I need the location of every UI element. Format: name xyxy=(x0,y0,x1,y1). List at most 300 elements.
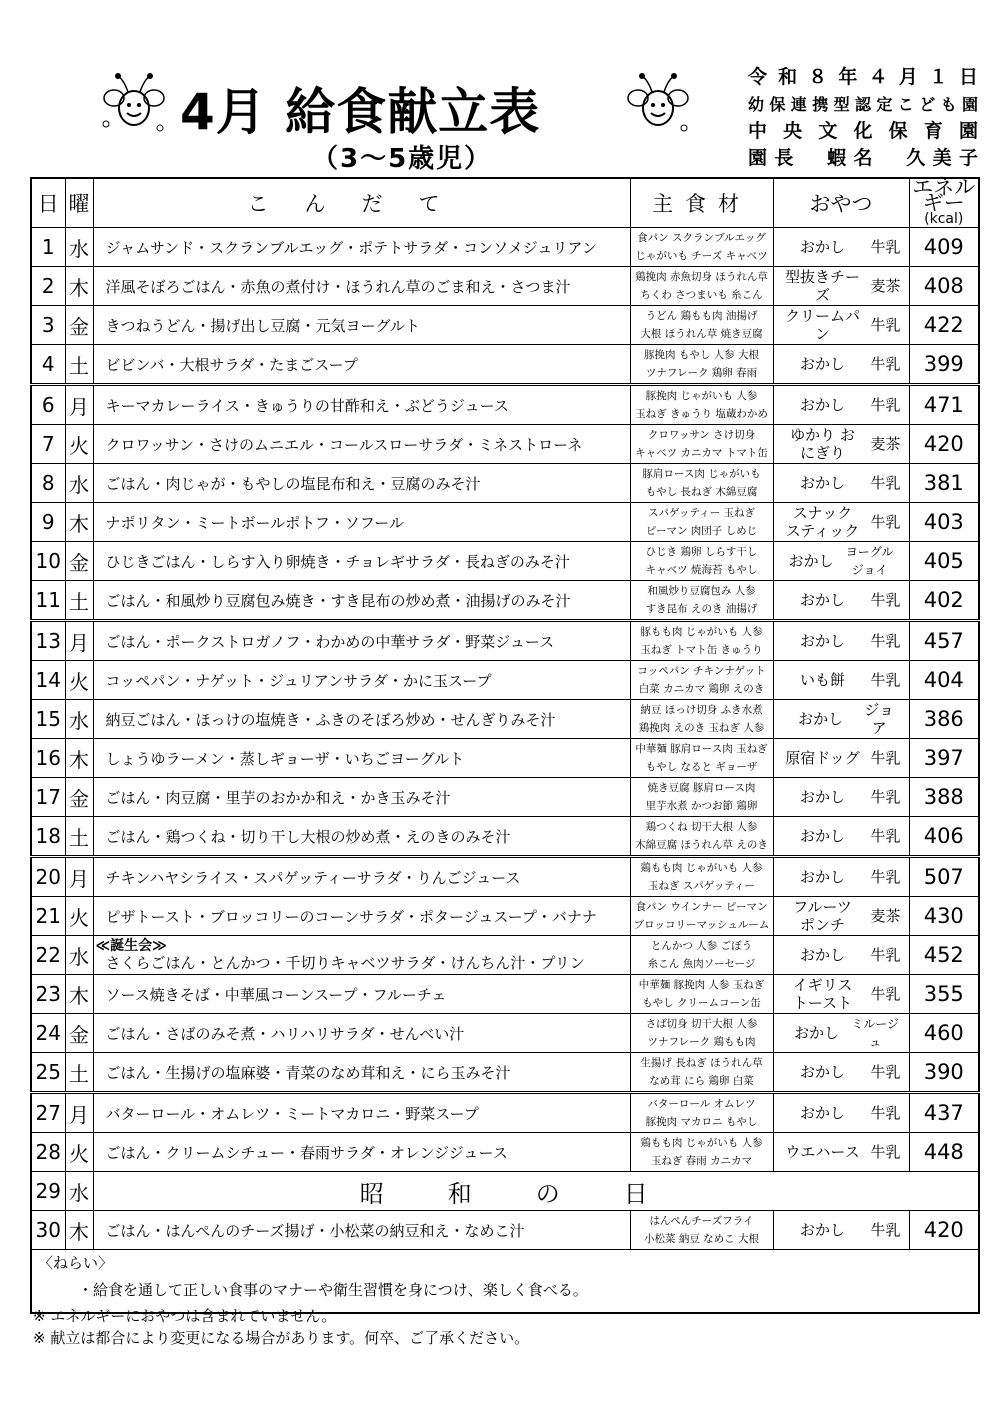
table-row xyxy=(31,1093,979,1133)
energy-cell: 388 xyxy=(909,778,979,817)
snack-item: おかし xyxy=(799,788,845,806)
ingredients-cell xyxy=(630,936,773,975)
table-row xyxy=(31,542,979,581)
ingredients-cell xyxy=(630,503,773,542)
snack-item: おかし xyxy=(799,1063,845,1081)
menu-text: ジャムサンド・スクランブルエッグ・ポテトサラダ・コンソメジュリアン xyxy=(105,238,597,257)
menu-text: ごはん・ポークストロガノフ・わかめの中華サラダ・野菜ジュース xyxy=(105,632,555,651)
day-cell: 8 xyxy=(31,464,65,503)
day-cell: 11 xyxy=(31,581,65,621)
ingredients-line: 玉ねぎ トマト缶 きゅうり xyxy=(640,644,763,656)
table-row xyxy=(31,1053,979,1093)
ingredients-cell xyxy=(630,1133,773,1172)
ingredients-line: 中華麺 豚挽肉 人参 玉ねぎ xyxy=(638,979,765,991)
menu-cell xyxy=(93,1133,630,1172)
dow-cell: 金 xyxy=(65,542,93,581)
page-subtitle: （3～5歳児） xyxy=(312,144,493,174)
dow-cell: 金 xyxy=(65,1014,93,1053)
snack-drink: 牛乳 xyxy=(870,671,901,689)
snack-drink: 牛乳 xyxy=(870,513,901,531)
menu-cell xyxy=(93,661,630,700)
ingredients-line: 豚挽肉 じゃがいも 人参 xyxy=(645,390,758,402)
day-cell: 4 xyxy=(31,345,65,385)
menu-cell xyxy=(93,1053,630,1093)
snack-item: おかし xyxy=(799,238,845,256)
table-row xyxy=(31,228,979,267)
snack-item: クリームパン xyxy=(784,307,860,343)
day-cell: 21 xyxy=(31,897,65,936)
ingredients-cell xyxy=(630,975,773,1014)
ingredients-line: ちくわ さつまいも 糸こん xyxy=(640,289,763,301)
dow-cell: 金 xyxy=(65,778,93,817)
snack-drink: 牛乳 xyxy=(870,1143,901,1161)
aim-text: ・給食を通して正しい食事のマナーや衛生習慣を身につけ、楽しく食べる。 xyxy=(78,1281,588,1299)
snack-cell xyxy=(773,857,909,897)
ingredients-line: 鶏挽肉 えのき 玉ねぎ 人参 xyxy=(638,722,765,734)
snack-cell xyxy=(773,936,909,975)
energy-cell: 420 xyxy=(909,1211,979,1250)
header-energy-label: エネルギー xyxy=(912,175,976,215)
dow-cell: 木 xyxy=(65,1211,93,1250)
issuer-info xyxy=(748,64,978,172)
page-title: 4月 給食献立表 xyxy=(180,83,541,141)
aim-cell xyxy=(31,1250,979,1314)
snack-cell xyxy=(773,267,909,306)
day-cell: 29 xyxy=(31,1172,65,1211)
table-row xyxy=(31,778,979,817)
dow-cell: 水 xyxy=(65,936,93,975)
menu-cell xyxy=(93,503,630,542)
dow-cell: 月 xyxy=(65,385,93,425)
ingredients-line: スパゲッティー 玉ねぎ xyxy=(647,507,756,519)
snack-item: おかし xyxy=(799,355,845,373)
snack-cell xyxy=(773,1014,909,1053)
menu-text: ごはん・鶏つくね・切り干し大根の炒め煮・えのきのみそ汁 xyxy=(105,827,511,846)
snack-drink: 牛乳 xyxy=(870,632,901,650)
snack-cell xyxy=(773,897,909,936)
ingredients-line: 豚挽肉 もやし 人参 大根 xyxy=(643,349,759,361)
snack-cell xyxy=(773,306,909,345)
snack-cell xyxy=(773,739,909,778)
day-cell: 14 xyxy=(31,661,65,700)
ingredients-line: コッペパン チキンナゲット xyxy=(637,665,766,677)
ingredients-cell xyxy=(630,581,773,621)
day-cell: 9 xyxy=(31,503,65,542)
ingredients-line: はんぺんチーズフライ xyxy=(649,1215,754,1227)
ingredients-line: もやし なると ギョーザ xyxy=(645,761,758,773)
snack-cell xyxy=(773,1053,909,1093)
day-cell: 16 xyxy=(31,739,65,778)
table-row xyxy=(31,936,979,975)
energy-cell: 452 xyxy=(909,936,979,975)
bee-illustration-right xyxy=(622,68,694,138)
menu-cell xyxy=(93,975,630,1014)
ingredients-cell xyxy=(630,621,773,661)
snack-item: フルーツ ポンチ xyxy=(793,898,852,934)
menu-cell xyxy=(93,228,630,267)
energy-cell: 381 xyxy=(909,464,979,503)
snack-item: 型抜きチーズ xyxy=(784,268,860,304)
snack-item: おかし xyxy=(799,632,845,650)
holiday-row xyxy=(31,1172,979,1211)
ingredients-line: 小松菜 納豆 なめこ 大根 xyxy=(643,1233,759,1245)
dow-cell: 月 xyxy=(65,1093,93,1133)
snack-drink: 牛乳 xyxy=(870,868,901,886)
ingredients-line: 玉ねぎ スパゲッティー xyxy=(647,880,756,892)
header-energy xyxy=(909,175,979,228)
table-row xyxy=(31,306,979,345)
day-cell: 13 xyxy=(31,621,65,661)
dow-cell: 月 xyxy=(65,621,93,661)
day-cell: 7 xyxy=(31,425,65,464)
snack-drink: 牛乳 xyxy=(870,827,901,845)
menu-cell xyxy=(93,1093,630,1133)
dow-cell: 木 xyxy=(65,267,93,306)
snack-drink: 牛乳 xyxy=(870,985,901,1003)
snack-cell xyxy=(773,503,909,542)
energy-cell: 437 xyxy=(909,1093,979,1133)
dow-cell: 木 xyxy=(65,739,93,778)
energy-cell: 409 xyxy=(909,228,979,267)
snack-item: おかし xyxy=(799,1221,845,1239)
energy-cell: 420 xyxy=(909,425,979,464)
snack-item: いも餅 xyxy=(799,671,845,689)
table-row xyxy=(31,975,979,1014)
ingredients-line: もやし 長ねぎ 木綿豆腐 xyxy=(645,486,758,498)
day-cell: 6 xyxy=(31,385,65,425)
energy-cell: 471 xyxy=(909,385,979,425)
ingredients-line: 豚肩ロース肉 じゃがいも xyxy=(642,468,761,480)
ingredients-line: 豚もも肉 じゃがいも 人参 xyxy=(640,626,763,638)
menu-cell xyxy=(93,345,630,385)
snack-cell xyxy=(773,385,909,425)
snack-item: おかし xyxy=(788,552,834,570)
ingredients-line: 里芋水煮 かつお節 鶏卵 xyxy=(645,800,758,812)
dow-cell: 土 xyxy=(65,581,93,621)
snack-drink: ミルージュ xyxy=(851,1017,900,1049)
org-type: 幼保連携型認定こども園 xyxy=(748,95,978,114)
snack-drink: 麦茶 xyxy=(870,277,901,295)
aim-label: 〈ねらい〉 xyxy=(38,1254,114,1272)
day-cell: 18 xyxy=(31,817,65,857)
snack-item: おかし xyxy=(799,474,845,492)
snack-drink: 牛乳 xyxy=(870,316,901,334)
menu-cell xyxy=(93,857,630,897)
ingredients-line: 鶏もも肉 じゃがいも 人参 xyxy=(640,862,763,874)
ingredients-line: キャベツ 焼海苔 もやし xyxy=(645,564,758,576)
menu-cell xyxy=(93,542,630,581)
menu-text: ごはん・はんぺんのチーズ揚げ・小松菜の納豆和え・なめこ汁 xyxy=(105,1221,525,1240)
menu-cell xyxy=(93,897,630,936)
dow-cell: 火 xyxy=(65,661,93,700)
ingredients-line: 大根 ほうれん草 焼き豆腐 xyxy=(640,328,763,340)
ingredients-cell xyxy=(630,1093,773,1133)
org-name: 中央文化保育園 xyxy=(748,120,978,142)
holiday-label: 昭和の日 xyxy=(93,1172,979,1211)
table-row xyxy=(31,1014,979,1053)
table-row xyxy=(31,464,979,503)
energy-cell: 405 xyxy=(909,542,979,581)
menu-text: コッペパン・ナゲット・ジュリアンサラダ・かに玉スープ xyxy=(105,671,492,690)
ingredients-line: とんかつ 人参 ごぼう xyxy=(650,940,753,952)
snack-item: おかし xyxy=(798,710,844,728)
day-cell: 22 xyxy=(31,936,65,975)
menu-text: ごはん・クリームシチュー・春雨サラダ・オレンジジュース xyxy=(105,1143,508,1162)
ingredients-line: ひじき 鶏卵 しらす干し xyxy=(645,546,758,558)
page-header xyxy=(0,0,1000,180)
table-row xyxy=(31,700,979,739)
menu-cell xyxy=(93,1211,630,1250)
energy-cell: 430 xyxy=(909,897,979,936)
ingredients-line: キャベツ カニカマ トマト缶 xyxy=(635,447,768,459)
menu-text: しょうゆラーメン・蒸しギョーザ・いちごヨーグルト xyxy=(105,749,465,768)
menu-cell xyxy=(93,739,630,778)
ingredients-line: 玉ねぎ きゅうり 塩蔵わかめ xyxy=(635,408,768,420)
day-cell: 2 xyxy=(31,267,65,306)
energy-cell: 404 xyxy=(909,661,979,700)
header-day: 日 xyxy=(31,178,65,228)
day-cell: 1 xyxy=(31,228,65,267)
table-header-row xyxy=(31,178,979,228)
table-row xyxy=(31,1133,979,1172)
menu-cell xyxy=(93,621,630,661)
menu-text: ピザトースト・ブロッコリーのコーンサラダ・ポタージュスープ・バナナ xyxy=(105,907,597,926)
ingredients-line: 和風炒り豆腐包み 人参 xyxy=(647,585,756,597)
ingredients-line: 白菜 カニカマ 鶏卵 えのき xyxy=(638,683,765,695)
dow-cell: 水 xyxy=(65,700,93,739)
snack-cell xyxy=(773,975,909,1014)
ingredients-cell xyxy=(630,425,773,464)
dow-cell: 木 xyxy=(65,503,93,542)
ingredients-line: もやし クリームコーン缶 xyxy=(642,997,761,1009)
snack-drink: 牛乳 xyxy=(870,396,901,414)
snack-drink: 牛乳 xyxy=(870,474,901,492)
ingredients-line: ピーマン 肉団子 しめじ xyxy=(645,525,758,537)
day-cell: 23 xyxy=(31,975,65,1014)
snack-drink: ジョア xyxy=(864,701,895,737)
snack-cell xyxy=(773,464,909,503)
bee-illustration-left xyxy=(98,68,170,138)
ingredients-line: 鶏つくね 切干大根 人参 xyxy=(645,821,758,833)
snack-drink: 牛乳 xyxy=(870,591,901,609)
snack-cell xyxy=(773,817,909,857)
snack-cell xyxy=(773,1133,909,1172)
snack-item: おかし xyxy=(794,1024,840,1042)
menu-text: キーマカレーライス・きゅうりの甘酢和え・ぶどうジュース xyxy=(105,396,509,415)
snack-drink: 牛乳 xyxy=(870,1104,901,1122)
ingredients-line: 食パン スクランブルエッグ xyxy=(637,232,766,244)
ingredients-line: クロワッサン さけ切身 xyxy=(647,429,756,441)
snack-drink: 麦茶 xyxy=(870,435,901,453)
snack-item: おかし xyxy=(799,868,845,886)
day-cell: 15 xyxy=(31,700,65,739)
ingredients-line: 中華麺 豚肩ロース肉 玉ねぎ xyxy=(635,743,768,755)
snack-drink: 牛乳 xyxy=(870,1063,901,1081)
snack-drink: 麦茶 xyxy=(870,907,901,925)
table-row xyxy=(31,425,979,464)
snack-item: 原宿ドッグ xyxy=(785,749,860,767)
header-dow: 曜 xyxy=(65,178,93,228)
energy-cell: 402 xyxy=(909,581,979,621)
dow-cell: 火 xyxy=(65,897,93,936)
ingredients-cell xyxy=(630,228,773,267)
menu-text: ごはん・肉じゃが・もやしの塩昆布和え・豆腐のみそ汁 xyxy=(105,474,481,493)
menu-cell xyxy=(93,700,630,739)
footnote: ※ 献立は都合により変更になる場合があります。何卒、ご了承ください。 xyxy=(33,1329,530,1347)
ingredients-line: 豚挽肉 マカロニ もやし xyxy=(645,1116,758,1128)
ingredients-cell xyxy=(630,267,773,306)
ingredients-line: 納豆 ほっけ切身 ふき水煮 xyxy=(640,704,763,716)
dow-cell: 土 xyxy=(65,1053,93,1093)
snack-item: おかし xyxy=(799,827,845,845)
energy-cell: 399 xyxy=(909,345,979,385)
snack-cell xyxy=(773,1211,909,1250)
day-cell: 17 xyxy=(31,778,65,817)
dow-cell: 火 xyxy=(65,425,93,464)
ingredients-cell xyxy=(630,897,773,936)
menu-cell xyxy=(93,267,630,306)
ingredients-line: 鶏もも肉 じゃがいも 人参 xyxy=(640,1137,763,1149)
ingredients-line: ツナフレーク 鶏卵 春雨 xyxy=(645,367,758,379)
snack-item: おかし xyxy=(799,946,845,964)
snack-drink: 牛乳 xyxy=(870,355,901,373)
ingredients-line: うどん 鶏もも肉 油揚げ xyxy=(645,310,758,322)
ingredients-cell xyxy=(630,661,773,700)
table-row xyxy=(31,267,979,306)
dow-cell: 水 xyxy=(65,228,93,267)
energy-cell: 403 xyxy=(909,503,979,542)
ingredients-line: じゃがいも チーズ キャベツ xyxy=(635,250,768,262)
snack-drink: 牛乳 xyxy=(870,238,901,256)
snack-cell xyxy=(773,581,909,621)
snack-cell xyxy=(773,700,909,739)
menu-text: バターロール・オムレツ・ミートマカロニ・野菜スープ xyxy=(105,1104,479,1123)
snack-drink: 牛乳 xyxy=(870,1221,901,1239)
snack-item: おかし xyxy=(799,591,845,609)
menu-text: チキンハヤシライス・スパゲッティーサラダ・りんごジュース xyxy=(105,868,521,887)
menu-text: ソース焼きそば・中華風コーンスープ・フルーチェ xyxy=(105,985,447,1004)
menu-cell xyxy=(93,581,630,621)
energy-cell: 448 xyxy=(909,1133,979,1172)
snack-item: おかし xyxy=(799,1104,845,1122)
menu-text: ひじきごはん・しらす入り卵焼き・チョレギサラダ・長ねぎのみそ汁 xyxy=(105,552,570,571)
table-row xyxy=(31,503,979,542)
snack-item: ウエハース xyxy=(785,1143,860,1161)
menu-cell xyxy=(93,464,630,503)
ingredients-cell xyxy=(630,345,773,385)
snack-cell xyxy=(773,1093,909,1133)
table-row xyxy=(31,621,979,661)
energy-cell: 460 xyxy=(909,1014,979,1053)
ingredients-cell xyxy=(630,306,773,345)
ingredients-cell xyxy=(630,700,773,739)
menu-text: ごはん・生揚げの塩麻婆・青菜のなめ茸和え・にら玉みそ汁 xyxy=(105,1063,511,1082)
ingredients-line: 焼き豆腐 豚肩ロース肉 xyxy=(647,782,756,794)
snack-cell xyxy=(773,345,909,385)
header-ingredients: 主食材 xyxy=(630,178,773,228)
ingredients-line: 糸こん 魚肉ソーセージ xyxy=(647,958,756,970)
snack-drink: 牛乳 xyxy=(870,946,901,964)
table-row xyxy=(31,739,979,778)
day-cell: 25 xyxy=(31,1053,65,1093)
ingredients-cell xyxy=(630,464,773,503)
snack-cell xyxy=(773,425,909,464)
energy-cell: 406 xyxy=(909,817,979,857)
ingredients-cell xyxy=(630,778,773,817)
dow-cell: 木 xyxy=(65,975,93,1014)
dow-cell: 水 xyxy=(65,464,93,503)
dow-cell: 土 xyxy=(65,817,93,857)
energy-cell: 397 xyxy=(909,739,979,778)
ingredients-line: 食パン ウインナー ピーマン xyxy=(635,901,768,913)
footnote: ※ エネルギーにおやつは含まれていません。 xyxy=(33,1307,337,1325)
header-menu: こんだて xyxy=(93,178,630,228)
dow-cell: 水 xyxy=(65,1172,93,1211)
menu-text: ナポリタン・ミートボールポトフ・ソフール xyxy=(105,513,405,532)
menu-text: きつねうどん・揚げ出し豆腐・元気ヨーグルト xyxy=(105,316,421,335)
issue-date: 令和８年４月１日 xyxy=(748,66,978,88)
table-row xyxy=(31,1211,979,1250)
day-cell: 27 xyxy=(31,1093,65,1133)
menu-text: ごはん・和風炒り豆腐包み焼き・すき昆布の炒め煮・油揚げのみそ汁 xyxy=(105,591,571,610)
ingredients-line: 鶏挽肉 赤魚切身 ほうれん草 xyxy=(635,271,768,283)
ingredients-line: なめ茸 にら 鶏卵 白菜 xyxy=(649,1075,754,1087)
snack-drink: 牛乳 xyxy=(870,788,901,806)
energy-cell: 408 xyxy=(909,267,979,306)
menu-text: ごはん・さばのみそ煮・ハリハリサラダ・せんべい汁 xyxy=(105,1024,465,1043)
menu-cell xyxy=(93,936,630,975)
energy-cell: 390 xyxy=(909,1053,979,1093)
day-cell: 10 xyxy=(31,542,65,581)
menu-text: クロワッサン・さけのムニエル・コールスローサラダ・ミネストローネ xyxy=(105,435,583,454)
snack-item: ゆかり おにぎり xyxy=(790,426,855,462)
ingredients-cell xyxy=(630,1211,773,1250)
ingredients-line: 木綿豆腐 ほうれん草 えのき xyxy=(635,839,768,851)
ingredients-cell xyxy=(630,385,773,425)
menu-cell xyxy=(93,385,630,425)
ingredients-cell xyxy=(630,739,773,778)
menu-table xyxy=(30,177,980,1314)
menu-text: ごはん・肉豆腐・里芋のおかか和え・かき玉みそ汁 xyxy=(105,788,451,807)
menu-text: 洋風そぼろごはん・赤魚の煮付け・ほうれん草のごま和え・さつま汁 xyxy=(105,277,571,296)
snack-drink: ヨーグル ジョイ xyxy=(845,545,894,577)
ingredients-cell xyxy=(630,817,773,857)
snack-cell xyxy=(773,228,909,267)
ingredients-cell xyxy=(630,857,773,897)
ingredients-cell xyxy=(630,1014,773,1053)
snack-item: おかし xyxy=(799,396,845,414)
energy-cell: 422 xyxy=(909,306,979,345)
snack-cell xyxy=(773,661,909,700)
snack-item: スナック スティック xyxy=(785,504,860,540)
ingredients-line: 玉ねぎ 春雨 カニカマ xyxy=(650,1155,753,1167)
event-tag: ≪誕生会≫ xyxy=(95,938,167,954)
menu-cell xyxy=(93,778,630,817)
snack-cell xyxy=(773,778,909,817)
snack-cell xyxy=(773,542,909,581)
ingredients-line: バターロール オムレツ xyxy=(647,1098,756,1110)
table-row xyxy=(31,857,979,897)
footnotes xyxy=(33,1305,529,1349)
ingredients-line: ツナフレーク 鶏もも肉 xyxy=(647,1036,756,1048)
menu-cell xyxy=(93,1014,630,1053)
dow-cell: 金 xyxy=(65,306,93,345)
energy-cell: 355 xyxy=(909,975,979,1014)
energy-cell: 386 xyxy=(909,700,979,739)
snack-cell xyxy=(773,621,909,661)
ingredients-line: ブロッコリーマッシュルーム xyxy=(633,919,770,931)
table-row xyxy=(31,345,979,385)
